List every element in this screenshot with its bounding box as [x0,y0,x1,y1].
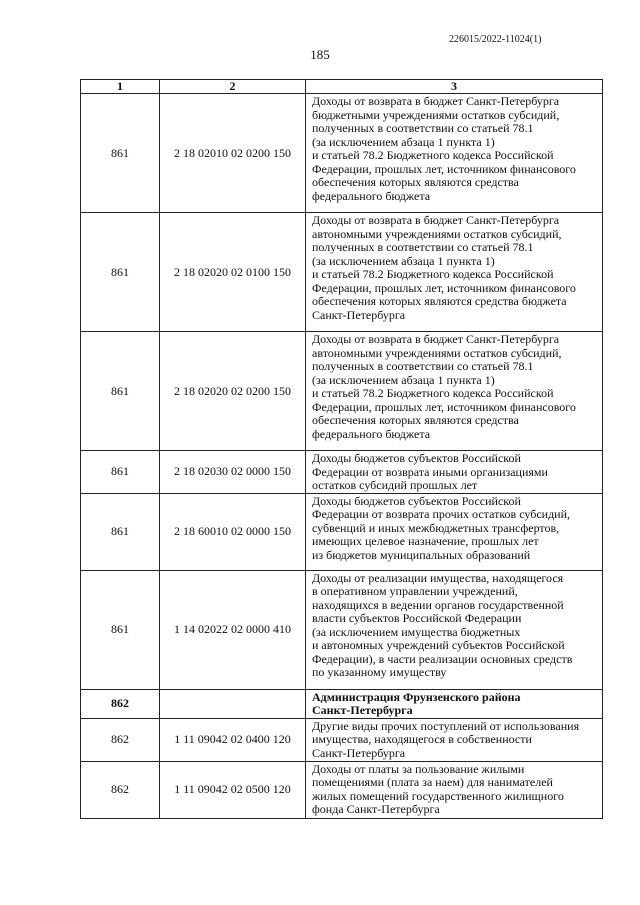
budget-code-cell: 2 18 02020 02 0200 150 [160,332,306,451]
description-line: обеспечения которых являются средства [312,413,519,427]
description-line: из бюджетов муниципальных образований [312,547,531,562]
description-line: Администрация Фрунзенского района [312,689,521,704]
document-number: 226015/2022-11024(1) [449,34,542,45]
description-line: Другие виды прочих поступлений от использования [312,718,580,733]
column-header-2: 2 [160,80,306,94]
description-cell [306,718,603,761]
budget-code-cell: 1 14 02022 02 0000 410 [160,570,306,689]
description-line: в оперативном управлении учреждений, [312,584,518,598]
description-line: Доходы бюджетов субъектов Российской [312,451,521,465]
description-line: федерального бюджета [312,426,431,441]
table-row [81,493,603,570]
table-row [81,213,603,332]
budget-code-cell [160,689,306,718]
description-line: полученных в соответствии со статьей 78.1 [312,121,534,135]
description-line: помещениями (плата за наем) для нанимателей [312,775,553,789]
description-line: Доходы от возврата в бюджет Санкт-Петербурга [312,94,560,108]
description-line: Доходы от возврата в бюджет Санкт-Петербурга [312,332,560,346]
description-line: Доходы от платы за пользование жилыми [312,761,525,776]
description-line: Федерации от возврата прочих остатков субсидий, [312,507,571,521]
description-line: (за исключением имущества бюджетных [312,624,521,639]
description-line: жилых помещений государственного жилищного [312,788,564,803]
description-line: (за исключением абзаца 1 пункта 1) [312,253,495,268]
description-line: Федерации, прошлых лет, источником финансового [312,399,576,414]
description-line: федерального бюджета [312,188,431,203]
description-cell [306,94,603,213]
description-line: Санкт-Петербурга [312,703,413,717]
description-line: полученных в соответствии со статьей 78.1 [312,359,534,373]
description-line: по указанному имуществу [312,665,447,679]
description-line: Федерации), в части реализации основных средств [312,651,573,666]
description-line: автономными учреждениями остатков субсидий, [312,345,562,360]
description-line: автономными учреждениями остатков субсидий, [312,226,562,241]
description-line: Санкт-Петербурга [312,745,406,760]
table-row [81,332,603,451]
table-section-heading-row [81,689,603,718]
description-cell [306,213,603,332]
description-line: и статьей 78.2 Бюджетного кодекса Российской [312,148,554,162]
admin-code-cell: 861 [81,332,160,451]
description-line: Доходы бюджетов субъектов Российской [312,493,521,508]
description-line: находящихся в ведении органов государственной [312,597,564,612]
description-line: (за исключением абзаца 1 пункта 1) [312,372,495,387]
admin-code-cell: 862 [81,718,160,761]
description-line: и автономных учреждений субъектов Российской [312,638,565,652]
column-header-1: 1 [81,80,160,94]
description-line: власти субъектов Российской Федерации [312,611,522,625]
description-cell [306,761,603,818]
description-line: полученных в соответствии со статьей 78.1 [312,240,534,254]
description-line: и статьей 78.2 Бюджетного кодекса Российской [312,267,554,281]
description-cell [306,689,603,718]
description-line: Санкт-Петербурга [312,307,406,322]
description-line: обеспечения которых являются средства бюджета [312,294,567,308]
description-cell [306,493,603,570]
admin-code-cell: 862 [81,761,160,818]
admin-code-cell: 861 [81,493,160,570]
budget-code-cell: 2 18 02010 02 0200 150 [160,94,306,213]
budget-code-cell: 2 18 02030 02 0000 150 [160,451,306,494]
description-line: имеющих целевое назначение, прошлых лет [312,534,539,548]
description-line: Доходы от возврата в бюджет Санкт-Петербурга [312,213,560,227]
description-line: и статьей 78.2 Бюджетного кодекса Российской [312,386,554,400]
description-cell [306,570,603,689]
admin-code-cell: 861 [81,213,160,332]
description-cell [306,451,603,494]
column-header-3: 3 [306,80,603,94]
description-line: Федерации, прошлых лет, источником финансового [312,161,576,176]
admin-code-cell: 861 [81,451,160,494]
description-line: Доходы от реализации имущества, находящегося [312,570,564,585]
description-line: Федерации от возврата иными организациями [312,464,548,479]
table-header-row [81,80,603,94]
page-number: 185 [310,47,330,62]
admin-code-cell: 862 [81,689,160,718]
budget-code-cell: 1 11 09042 02 0500 120 [160,761,306,818]
description-cell [306,332,603,451]
budget-code-cell: 1 11 09042 02 0400 120 [160,718,306,761]
budget-code-cell: 2 18 02020 02 0100 150 [160,213,306,332]
description-line: субвенций и иных межбюджетных трансфертов, [312,520,560,535]
description-line: Федерации, прошлых лет, источником финансового [312,280,576,295]
description-line: бюджетными учреждениями остатков субсидий, [312,107,560,122]
income-codes-table [80,79,603,819]
table-row [81,718,603,761]
description-line: имущества, находящегося в собственности [312,732,532,746]
table-row [81,761,603,818]
admin-code-cell: 861 [81,94,160,213]
description-line: остатков субсидий прошлых лет [312,478,478,492]
description-line: фонда Санкт-Петербурга [312,802,440,816]
description-line: (за исключением абзаца 1 пункта 1) [312,134,495,149]
table-row [81,570,603,689]
description-line: обеспечения которых являются средства [312,175,519,189]
admin-code-cell: 861 [81,570,160,689]
table-row [81,451,603,494]
table-row [81,94,603,213]
budget-code-cell: 2 18 60010 02 0000 150 [160,493,306,570]
